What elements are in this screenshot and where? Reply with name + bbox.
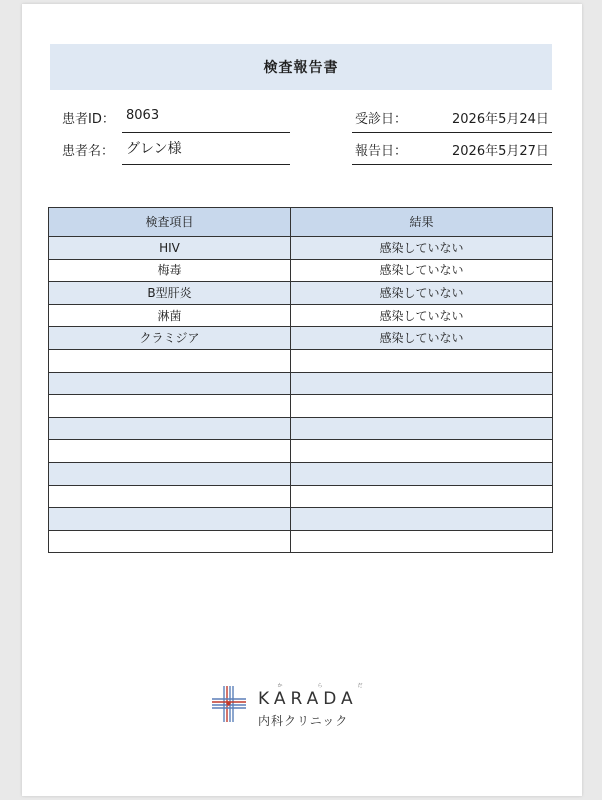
reported-date-underline: [352, 164, 552, 165]
result-cell: [291, 372, 553, 395]
column-header-result: 結果: [291, 208, 553, 237]
test-item-cell: 梅毒: [49, 259, 291, 282]
table-row: [49, 237, 553, 260]
table-row: [49, 440, 553, 463]
test-item-cell: HIV: [49, 237, 291, 260]
patient-name-value-wrap: [126, 138, 182, 158]
patient-name-label: 患者名：: [62, 144, 115, 159]
test-item-cell: [49, 462, 291, 485]
column-header-test-item: 検査項目: [49, 208, 291, 237]
test-item-cell: [49, 372, 291, 395]
received-date-row: [355, 108, 407, 127]
result-cell: [291, 440, 553, 463]
patient-id-value: 8063: [126, 108, 160, 123]
table-row: [49, 485, 553, 508]
result-cell: 感染していない: [291, 327, 553, 350]
received-date-value: 2026年5月24日: [452, 112, 549, 127]
result-cell: 感染していない: [291, 237, 553, 260]
clinic-name: KARADA: [258, 689, 358, 709]
patient-name-underline: [122, 164, 290, 165]
furigana-char: ら: [317, 683, 323, 689]
result-cell: 感染していない: [291, 304, 553, 327]
table-header-row: [49, 208, 553, 237]
test-item-cell: [49, 349, 291, 372]
table-row: [49, 417, 553, 440]
results-table: [48, 207, 553, 553]
test-item-cell: 淋菌: [49, 304, 291, 327]
result-cell: [291, 508, 553, 531]
test-item-cell: [49, 440, 291, 463]
reported-date-label: 報告日：: [355, 144, 408, 159]
table-row: [49, 304, 553, 327]
result-cell: [291, 485, 553, 508]
patient-id-label: 患者ID：: [62, 112, 115, 127]
table-row: [49, 530, 553, 553]
clinic-furigana: [260, 682, 380, 689]
clinic-cross-icon: [212, 684, 246, 724]
test-item-cell: B型肝炎: [49, 282, 291, 305]
table-row: [49, 327, 553, 350]
result-cell: 感染していない: [291, 259, 553, 282]
reported-date-row: [355, 140, 407, 159]
result-cell: 感染していない: [291, 282, 553, 305]
reported-date-value-wrap: [452, 140, 549, 159]
result-cell: [291, 417, 553, 440]
clinic-logo: [212, 682, 392, 732]
table-row: [49, 508, 553, 531]
patient-name-row: [62, 140, 114, 159]
report-title: 検査報告書: [263, 60, 339, 76]
table-row: [49, 259, 553, 282]
table-row: [49, 462, 553, 485]
furigana-char: だ: [357, 683, 363, 689]
received-date-value-wrap: [452, 108, 549, 127]
test-item-cell: [49, 417, 291, 440]
patient-id-value-wrap: [126, 108, 159, 123]
result-cell: [291, 462, 553, 485]
result-cell: [291, 349, 553, 372]
report-sheet: [22, 4, 582, 796]
patient-id-row: [62, 108, 115, 127]
patient-id-underline: [122, 132, 290, 133]
patient-name-value: グレン様: [126, 141, 182, 157]
table-row: [49, 349, 553, 372]
test-item-cell: [49, 395, 291, 418]
reported-date-value: 2026年5月27日: [452, 144, 549, 159]
clinic-subtitle: 内科クリニック: [258, 714, 349, 728]
report-title-bar: [50, 44, 552, 90]
result-cell: [291, 530, 553, 553]
table-row: [49, 282, 553, 305]
table-row: [49, 395, 553, 418]
received-date-label: 受診日：: [355, 112, 408, 127]
result-cell: [291, 395, 553, 418]
test-item-cell: クラミジア: [49, 327, 291, 350]
received-date-underline: [352, 132, 552, 133]
furigana-char: か: [277, 683, 283, 689]
test-item-cell: [49, 530, 291, 553]
table-row: [49, 372, 553, 395]
test-item-cell: [49, 485, 291, 508]
test-item-cell: [49, 508, 291, 531]
